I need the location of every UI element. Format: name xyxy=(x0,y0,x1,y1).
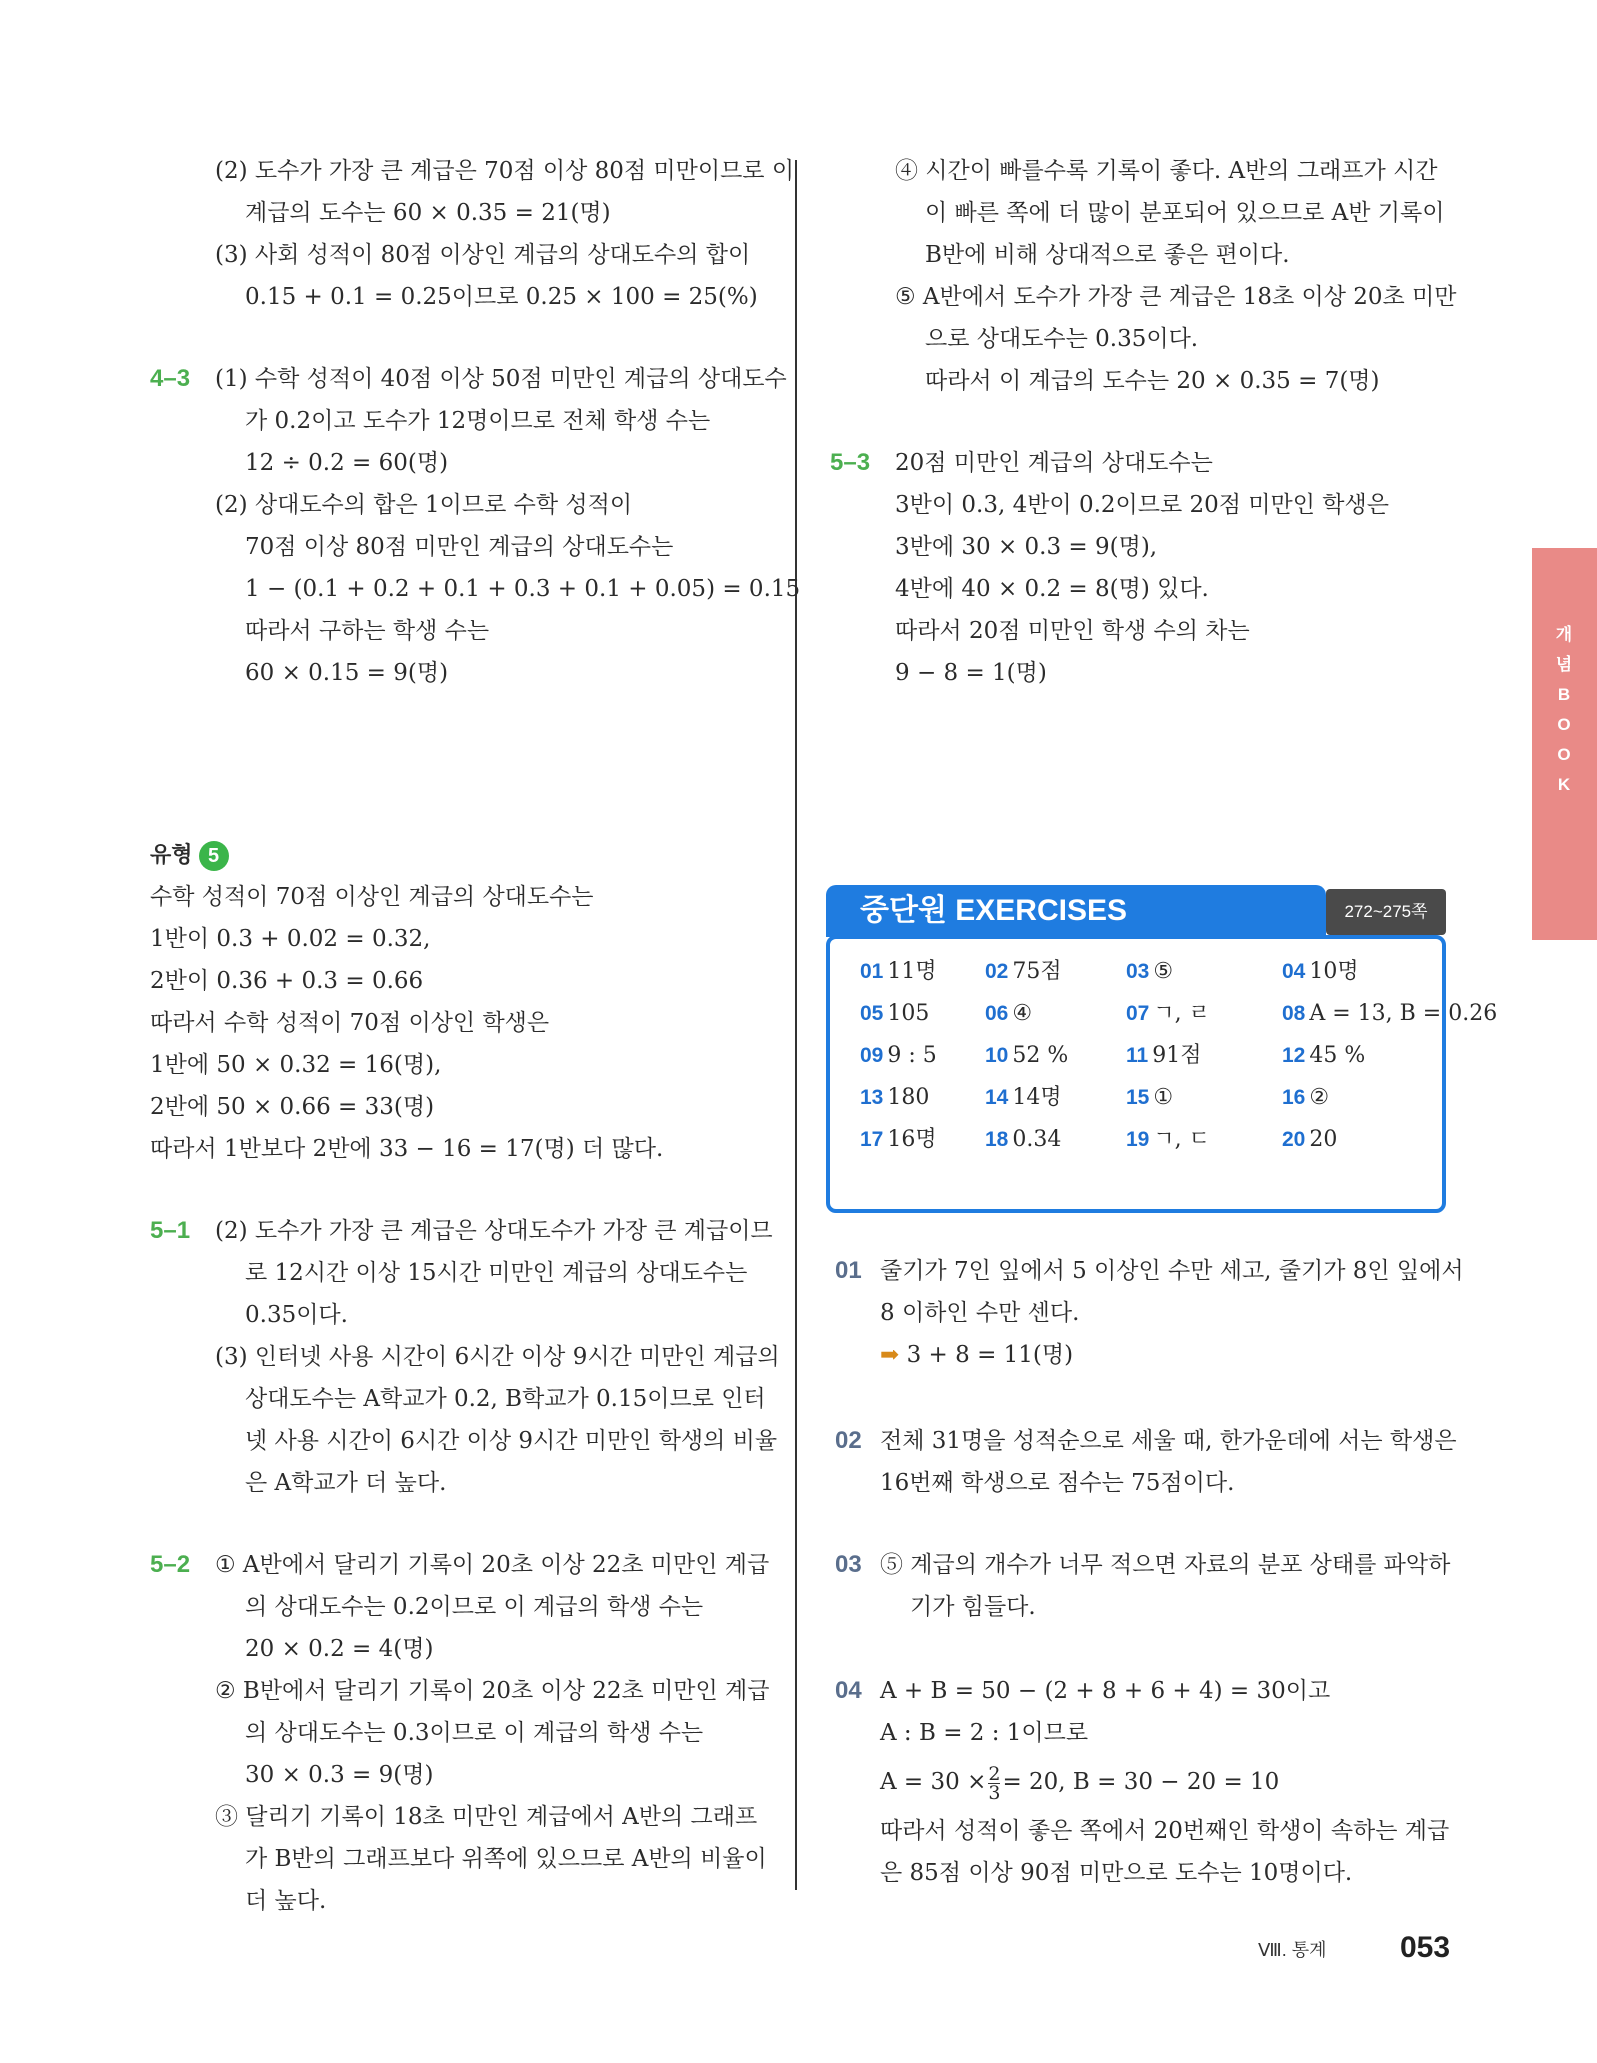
text-line: 따라서 1반보다 2반에 33 − 16 = 17(명) 더 많다. xyxy=(150,1136,664,1162)
exercise-answer-text: ㄱ, ㄷ xyxy=(1153,1127,1210,1152)
exercise-number: 04 xyxy=(1282,960,1306,983)
text-line: 따라서 성적이 좋은 쪽에서 20번째인 학생이 속하는 계급 xyxy=(880,1818,1450,1844)
exercise-answer-text: 75점 xyxy=(1012,959,1062,984)
exercise-number: 03 xyxy=(1126,960,1150,983)
solution-number: 02 xyxy=(835,1427,862,1454)
exercise-answer xyxy=(1282,1077,1329,1119)
exercises-answers xyxy=(826,935,1498,1213)
text-line: A + B = 50 − (2 + 8 + 6 + 4) = 30이고 xyxy=(880,1678,1331,1704)
exercise-answer xyxy=(985,1077,1062,1119)
text-line: (1) 수학 성적이 40점 이상 50점 미만인 계급의 상대도수 xyxy=(215,366,787,392)
text-line: 60 × 0.15 = 9(명) xyxy=(245,660,449,686)
problem-label: 5–2 xyxy=(150,1551,191,1578)
text-line: 이 빠른 쪽에 더 많이 분포되어 있으므로 A반 기록이 xyxy=(925,200,1445,226)
problem-5-1 xyxy=(150,1210,780,1504)
exercise-number: 02 xyxy=(985,960,1009,983)
exercise-answer xyxy=(860,1077,929,1119)
exercise-number: 05 xyxy=(860,1002,884,1025)
exercise-answer-text: 91점 xyxy=(1152,1043,1202,1068)
text-line: 더 높다. xyxy=(245,1888,327,1914)
side-tab-char: B xyxy=(1557,685,1571,704)
text-line: 16번째 학생으로 점수는 75점이다. xyxy=(880,1470,1235,1496)
exercise-answer-text: A = 13, B = 0.26 xyxy=(1309,1001,1498,1026)
text-line: 3반이 0.3, 4반이 0.2이므로 20점 미만인 학생은 xyxy=(895,492,1389,518)
text-line: 2반이 0.36 + 0.3 = 0.66 xyxy=(150,968,424,994)
exercise-answer xyxy=(985,951,1062,993)
type-number-badge: 5 xyxy=(199,841,229,871)
side-tab-char: 개 xyxy=(1555,625,1573,644)
exercise-answer-text: ④ xyxy=(1012,1001,1033,1026)
exercise-answer xyxy=(1126,1119,1210,1161)
text-line: 의 상대도수는 0.3이므로 이 계급의 학생 수는 xyxy=(245,1720,704,1746)
exercise-answer xyxy=(1126,1035,1201,1077)
text-line: 70점 이상 80점 미만인 계급의 상대도수는 xyxy=(245,534,674,560)
exercise-answer xyxy=(1282,1035,1365,1077)
exercise-answer xyxy=(860,1035,937,1077)
text-line: ⑤ 계급의 개수가 너무 적으면 자료의 분포 상태를 파악하 xyxy=(880,1552,1451,1578)
exercise-number: 16 xyxy=(1282,1086,1306,1109)
text-line: B반에 비해 상대적으로 좋은 편이다. xyxy=(925,242,1290,268)
text-line: 은 A학교가 더 높다. xyxy=(245,1470,447,1496)
side-tab-char: K xyxy=(1557,775,1571,794)
exercise-answer xyxy=(1126,951,1173,993)
solution-03 xyxy=(835,1544,1450,1628)
exercise-answer-text: 52 % xyxy=(1012,1043,1069,1068)
problem-label: 5–3 xyxy=(830,449,871,476)
exercise-answer-text: ㄱ, ㄹ xyxy=(1153,1001,1210,1026)
exercise-number: 10 xyxy=(985,1044,1009,1067)
exercise-answer-text: 0.34 xyxy=(1012,1127,1062,1152)
side-tab-char: 념 xyxy=(1555,655,1573,674)
text-line: 수학 성적이 70점 이상인 계급의 상대도수는 xyxy=(150,884,594,910)
exercise-answer-text: ① xyxy=(1153,1085,1174,1110)
text-line: 로 12시간 이상 15시간 미만인 계급의 상대도수는 xyxy=(245,1260,748,1286)
exercise-number: 09 xyxy=(860,1044,884,1067)
type-label: 유형 xyxy=(150,842,193,867)
text-line: ④ 시간이 빠를수록 기록이 좋다. A반의 그래프가 시간 xyxy=(895,158,1438,184)
text-line: 20 × 0.2 = 4(명) xyxy=(245,1636,434,1662)
exercise-number: 11 xyxy=(1126,1044,1149,1067)
fraction xyxy=(988,1762,1001,1804)
text-line: 넷 사용 시간이 6시간 이상 9시간 미만인 학생의 비율 xyxy=(245,1428,778,1454)
text-line: 3반에 30 × 0.3 = 9(명), xyxy=(895,534,1158,560)
exercise-number: 06 xyxy=(985,1002,1009,1025)
formula-line xyxy=(835,1754,1450,1810)
page-number: 053 xyxy=(1400,1931,1451,1964)
formula-post: = 20, B = 30 − 20 = 10 xyxy=(1002,1769,1280,1795)
problem-label: 5–1 xyxy=(150,1217,191,1244)
side-tab-label xyxy=(1548,620,1580,800)
footer-section: Ⅷ. 통계 xyxy=(1258,1940,1327,1960)
text-line: 20점 미만인 계급의 상대도수는 xyxy=(895,450,1213,476)
text-line: (3) 인터넷 사용 시간이 6시간 이상 9시간 미만인 계급의 xyxy=(215,1344,780,1370)
left-column xyxy=(150,150,801,1922)
exercise-answer-text: 9 : 5 xyxy=(887,1043,937,1068)
exercise-answer-text: 10명 xyxy=(1309,959,1359,984)
exercise-answer-text: ② xyxy=(1309,1085,1330,1110)
problem-label: 4–3 xyxy=(150,365,191,392)
solution-01 xyxy=(835,1250,1464,1376)
exercise-answer-text: ⑤ xyxy=(1153,959,1174,984)
text-line: (2) 도수가 가장 큰 계급은 상대도수가 가장 큰 계급이므 xyxy=(215,1218,773,1244)
exercise-answer xyxy=(1282,1119,1337,1161)
text-line: 줄기가 7인 잎에서 5 이상인 수만 세고, 줄기가 8인 잎에서 xyxy=(880,1258,1464,1284)
text-line: 가 B반의 그래프보다 위쪽에 있으므로 A반의 비율이 xyxy=(245,1846,767,1872)
text-line: 의 상대도수는 0.2이므로 이 계급의 학생 수는 xyxy=(245,1594,704,1620)
exercise-number: 08 xyxy=(1282,1002,1306,1025)
text-line: ① A반에서 달리기 기록이 20초 이상 22초 미만인 계급 xyxy=(215,1552,770,1578)
exercise-answer-text: 20 xyxy=(1309,1127,1338,1152)
text-line: 0.35이다. xyxy=(245,1302,348,1328)
problem-5-3 xyxy=(830,442,1450,694)
type-heading xyxy=(150,834,765,876)
exercise-answer-text: 45 % xyxy=(1309,1043,1366,1068)
result-text: 3 + 8 = 11(명) xyxy=(906,1342,1074,1368)
type-5-section xyxy=(150,834,765,1170)
exercises-answer-box xyxy=(826,885,1498,1213)
exercise-answer-text: 11명 xyxy=(887,959,937,984)
side-tab-char: O xyxy=(1557,745,1571,764)
exercise-number: 15 xyxy=(1126,1086,1150,1109)
exercise-answer xyxy=(985,993,1032,1035)
text-line: ② B반에서 달리기 기록이 20초 이상 22초 미만인 계급 xyxy=(215,1678,770,1704)
side-tab-char: O xyxy=(1557,715,1571,734)
arrow-right-icon: ➡ xyxy=(880,1342,900,1368)
exercise-answer xyxy=(860,993,929,1035)
exercise-number: 12 xyxy=(1282,1044,1306,1067)
text-line: 가 0.2이고 도수가 12명이므로 전체 학생 수는 xyxy=(245,408,711,434)
text-line: 기가 힘들다. xyxy=(910,1594,1036,1620)
exercise-number: 14 xyxy=(985,1086,1009,1109)
text-line: ⑤ A반에서 도수가 가장 큰 계급은 18초 이상 20초 미만 xyxy=(895,284,1457,310)
solutions-section xyxy=(835,1250,1464,1894)
solution-number: 04 xyxy=(835,1677,862,1704)
exercise-answer xyxy=(1282,993,1497,1035)
text-line: 9 − 8 = 1(명) xyxy=(895,660,1047,686)
exercise-number: 18 xyxy=(985,1128,1009,1151)
exercise-number: 19 xyxy=(1126,1128,1150,1151)
text-line: 전체 31명을 성적순으로 세울 때, 한가운데에 서는 학생은 xyxy=(880,1428,1457,1454)
column-divider xyxy=(795,160,797,1890)
text-line: 계급의 도수는 60 × 0.35 = 21(명) xyxy=(245,200,611,226)
text-line: (2) 도수가 가장 큰 계급은 70점 이상 80점 미만이므로 이 xyxy=(215,158,795,184)
text-line: 8 이하인 수만 센다. xyxy=(880,1300,1080,1326)
exercise-answer xyxy=(1126,1077,1173,1119)
right-column xyxy=(830,150,1457,694)
exercise-answer-text: 14명 xyxy=(1012,1085,1062,1110)
exercise-answer xyxy=(860,951,937,993)
text-line: 따라서 이 계급의 도수는 20 × 0.35 = 7(명) xyxy=(925,368,1380,394)
text-line: A : B = 2 : 1이므로 xyxy=(880,1720,1089,1746)
text-line: 상대도수는 A학교가 0.2, B학교가 0.15이므로 인터 xyxy=(245,1386,766,1412)
fraction-denominator: 3 xyxy=(988,1781,1001,1804)
solution-02 xyxy=(835,1420,1457,1504)
solution-number: 03 xyxy=(835,1551,862,1578)
text-line: 4반에 40 × 0.2 = 8(명) 있다. xyxy=(895,576,1209,602)
exercise-answer-text: 180 xyxy=(887,1085,930,1110)
exercise-answer xyxy=(985,1119,1061,1161)
text-line: 1반에 50 × 0.32 = 16(명), xyxy=(150,1052,442,1078)
text-line: (3) 사회 성적이 80점 이상인 계급의 상대도수의 합이 xyxy=(215,242,751,268)
exercise-number: 20 xyxy=(1282,1128,1306,1151)
exercise-number: 01 xyxy=(860,960,884,983)
text-line: 2반에 50 × 0.66 = 33(명) xyxy=(150,1094,435,1120)
text-line: 따라서 20점 미만인 학생 수의 차는 xyxy=(895,618,1250,644)
text-line: 30 × 0.3 = 9(명) xyxy=(245,1762,434,1788)
text-line: 으로 상대도수는 0.35이다. xyxy=(925,326,1199,352)
formula-pre: A = 30 × xyxy=(880,1769,987,1795)
exercise-answer-text: 105 xyxy=(887,1001,930,1026)
text-line: 따라서 수학 성적이 70점 이상인 학생은 xyxy=(150,1010,550,1036)
exercise-answer xyxy=(860,1119,937,1161)
text-line: (2) 상대도수의 합은 1이므로 수학 성적이 xyxy=(215,492,633,518)
exercise-answer xyxy=(985,1035,1068,1077)
problem-5-2 xyxy=(150,1544,770,1922)
exercise-answer xyxy=(1126,993,1210,1035)
text-line: 12 ÷ 0.2 = 60(명) xyxy=(245,450,449,476)
text-line: 1반이 0.3 + 0.02 = 0.32, xyxy=(150,926,431,952)
fraction-numerator: 2 xyxy=(988,1762,1001,1785)
solution-04 xyxy=(835,1670,1450,1894)
text-line: 따라서 구하는 학생 수는 xyxy=(245,618,490,644)
exercises-title: 중단원 EXERCISES xyxy=(826,885,1326,937)
exercise-answer-text: 16명 xyxy=(887,1127,937,1152)
exercise-answer xyxy=(1282,951,1359,993)
exercise-number: 13 xyxy=(860,1086,884,1109)
solution-number: 01 xyxy=(835,1257,862,1284)
text-line: ③ 달리기 기록이 18초 미만인 계급에서 A반의 그래프 xyxy=(215,1804,758,1830)
text-line: 은 85점 이상 90점 미만으로 도수는 10명이다. xyxy=(880,1860,1353,1886)
exercise-number: 07 xyxy=(1126,1002,1150,1025)
exercise-number: 17 xyxy=(860,1128,884,1151)
result-line xyxy=(835,1334,1450,1376)
text-line: 1 − (0.1 + 0.2 + 0.1 + 0.3 + 0.1 + 0.05) = 0.15 xyxy=(245,576,801,602)
text-line: 0.15 + 0.1 = 0.25이므로 0.25 × 100 = 25(%) xyxy=(245,284,758,310)
problem-4-3 xyxy=(150,358,801,694)
exercises-page-range: 272~275쪽 xyxy=(1326,889,1446,935)
